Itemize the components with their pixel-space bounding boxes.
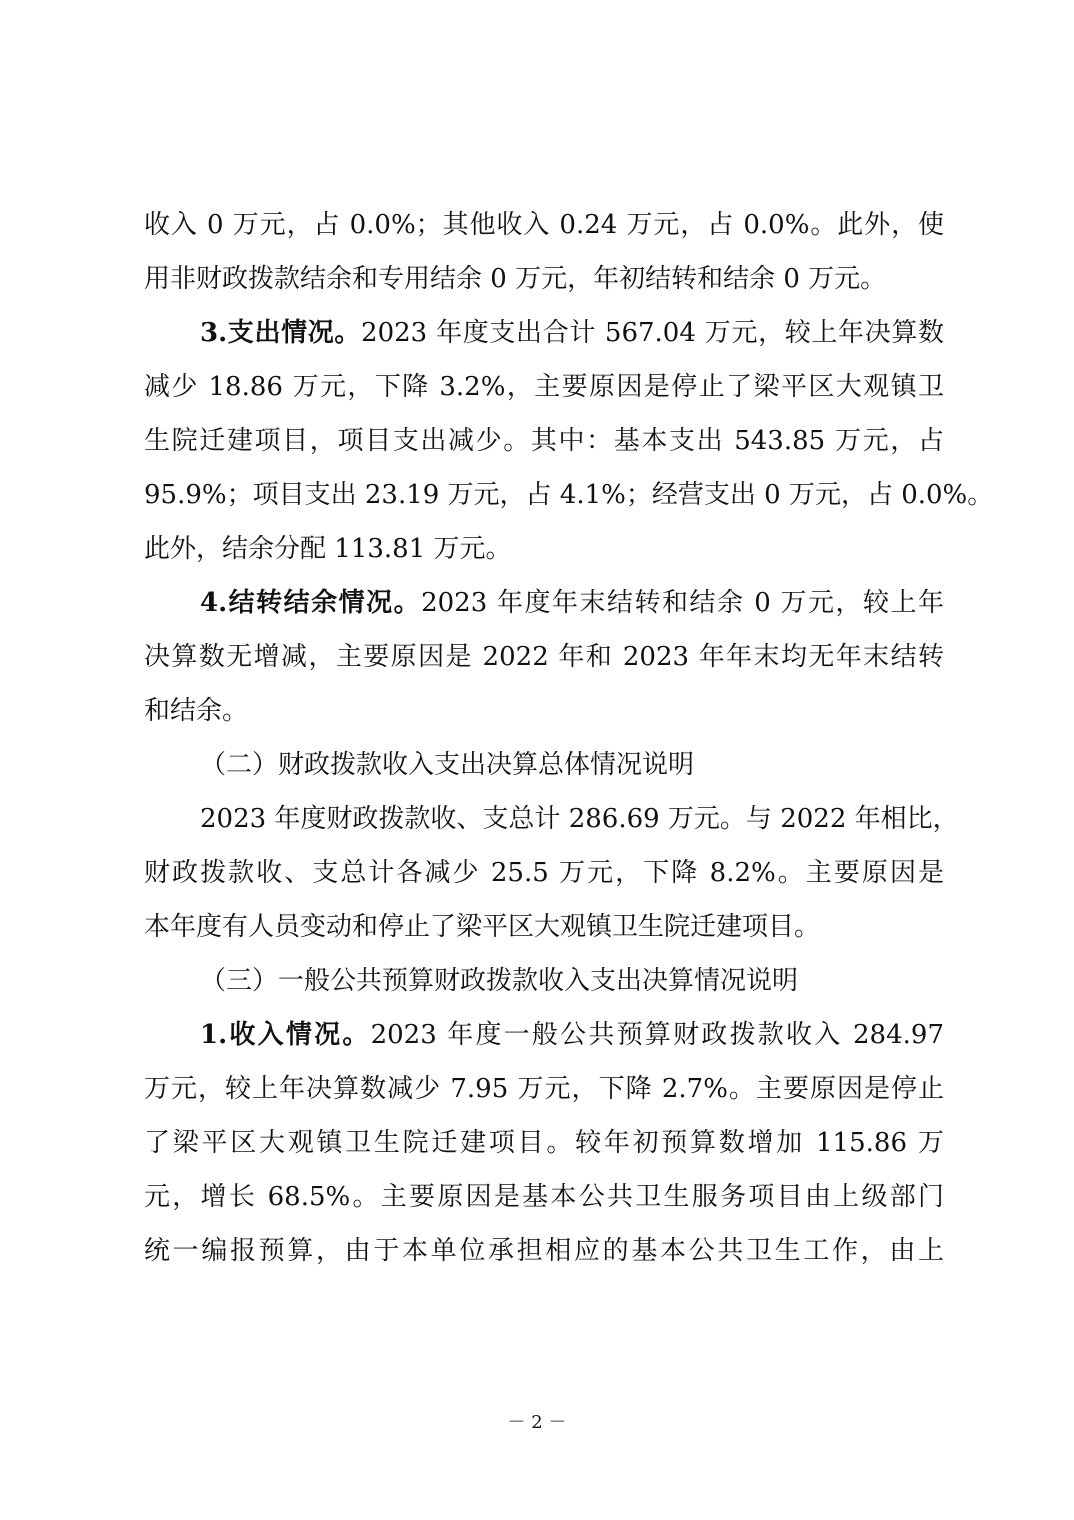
text-line: 2023 年度年末结转和结余 0 万元，较上年 — [421, 588, 944, 618]
paragraph-carryover — [144, 576, 944, 630]
heading-expenditure: 3.支出情况。 — [200, 318, 362, 348]
text-line: 本年度有人员变动和停止了梁平区大观镇卫生院迁建项目。 — [144, 912, 821, 942]
text-line: 万元，较上年决算数减少 7.95 万元，下降 2.7%。主要原因是停止 — [144, 1074, 944, 1104]
text-line: 和结余。 — [144, 696, 249, 726]
text-line: 2023 年度支出合计 567.04 万元，较上年决算数 — [361, 318, 944, 348]
document-body — [144, 198, 994, 1278]
text-line: 财政拨款收、支总计各减少 25.5 万元，下降 8.2%。主要原因是 — [144, 858, 944, 888]
page-number: － 2 － — [507, 1412, 567, 1433]
text-line: 2023 年度一般公共预算财政拨款收入 284.97 — [370, 1020, 944, 1050]
heading-carryover: 4.结转结余情况。 — [200, 588, 422, 618]
paragraph-income — [144, 1008, 944, 1062]
paragraph-expenditure — [144, 306, 944, 360]
heading-income: 1.收入情况。 — [200, 1020, 371, 1050]
text-line: 减少 18.86 万元，下降 3.2%，主要原因是停止了梁平区大观镇卫 — [144, 372, 944, 402]
text-line: 元，增长 68.5%。主要原因是基本公共卫生服务项目由上级部门 — [144, 1182, 944, 1212]
text-line: 收入 0 万元，占 0.0%；其他收入 0.24 万元，占 0.0%。此外，使 — [144, 210, 944, 240]
text-line: 决算数无增减，主要原因是 2022 年和 2023 年年末均无年末结转 — [144, 642, 944, 672]
text-line: 95.9%；项目支出 23.19 万元，占 4.1%；经营支出 0 万元，占 0.0%。 — [144, 480, 994, 510]
text-line: 2023 年度财政拨款收、支总计 286.69 万元。与 2022 年相比， — [200, 804, 959, 834]
section-title-general-budget: （三）一般公共预算财政拨款收入支出决算情况说明 — [200, 966, 799, 996]
text-line: 用非财政拨款结余和专用结余 0 万元，年初结转和结余 0 万元。 — [144, 264, 887, 294]
text-line: 生院迁建项目，项目支出减少。其中：基本支出 543.85 万元，占 — [144, 426, 944, 456]
section-title-fiscal-overview: （二）财政拨款收入支出决算总体情况说明 — [200, 750, 695, 780]
text-line: 统一编报预算，由于本单位承担相应的基本公共卫生工作，由上 — [144, 1236, 944, 1266]
text-line: 此外，结余分配 113.81 万元。 — [144, 534, 512, 564]
text-line: 了梁平区大观镇卫生院迁建项目。较年初预算数增加 115.86 万 — [144, 1128, 944, 1158]
